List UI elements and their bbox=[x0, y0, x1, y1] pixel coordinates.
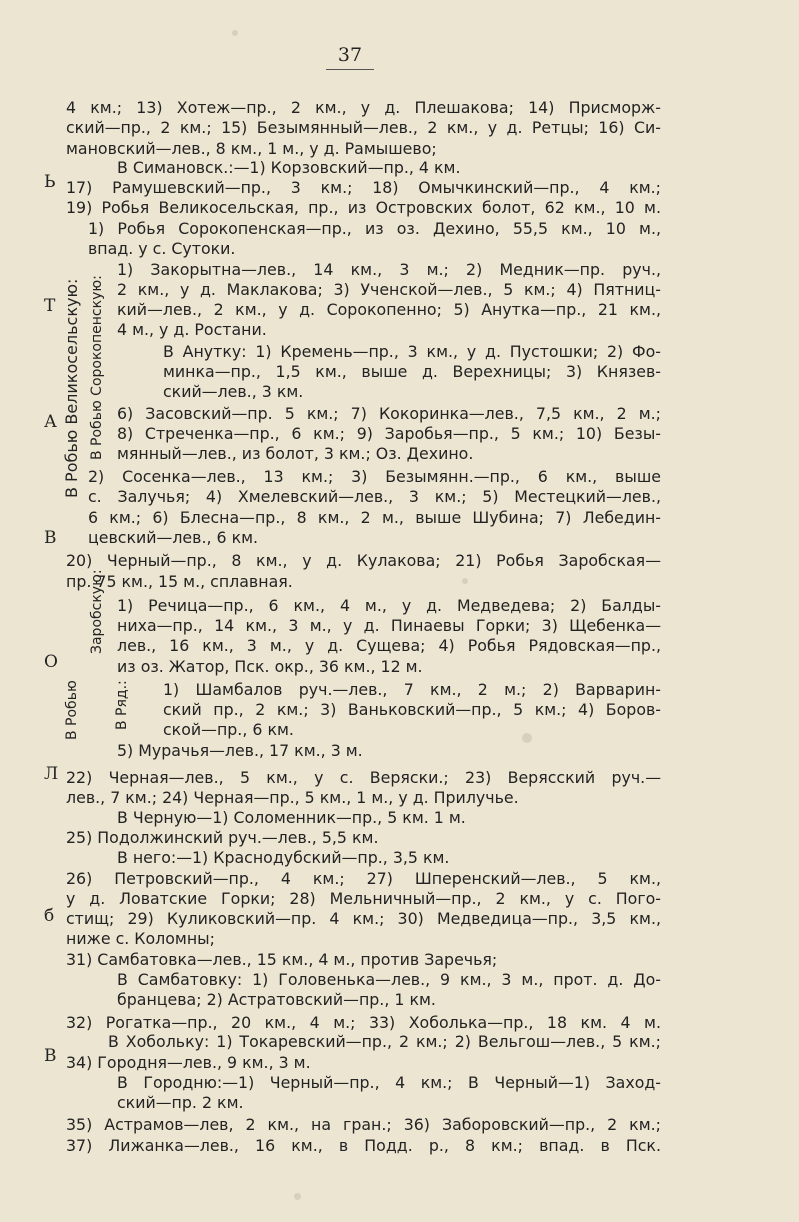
text-line: минка—пр., 1,5 км., выше д. Верехницы; 3) Князев- bbox=[163, 362, 661, 381]
text-line: у д. Ловатские Горки; 28) Мельничный—пр., 2 км., у с. Пого- bbox=[66, 889, 661, 908]
text-line: 32) Рогатка—пр., 20 км., 4 м.; 33) Хоболька—пр., 18 км. 4 м. bbox=[66, 1013, 661, 1032]
text-line: пр. 75 км., 15 м., сплавная. bbox=[66, 572, 293, 591]
text-line: ниже с. Коломны; bbox=[66, 929, 215, 948]
text-line: 37) Лижанка—лев., 16 км., в Подд. р., 8 км.; впад. в Пск. bbox=[66, 1136, 661, 1155]
text-line: 4 км.; 13) Хотеж—пр., 2 км., у д. Плешакова; 14) Присморж- bbox=[66, 98, 661, 117]
paper-spot bbox=[232, 30, 238, 36]
text-line: 4 м., у д. Ростани. bbox=[117, 320, 267, 339]
text-line: 17) Рамушевский—пр., 3 км.; 18) Омычкинский—пр., 4 км.; bbox=[66, 178, 661, 197]
page-number-rule bbox=[326, 69, 374, 70]
text-line: В Симановск.:—1) Корзовский—пр., 4 км. bbox=[117, 158, 461, 177]
text-line: с. Залучья; 4) Хмелевский—лев., 3 км.; 5) Местецкий—лев., bbox=[88, 487, 661, 506]
text-line: стищ; 29) Куликовский—пр. 4 км.; 30) Медведица—пр., 3,5 км., bbox=[66, 909, 661, 928]
text-line: 2 км., у д. Маклакова; 3) Ученской—лев., 5 км.; 4) Пятниц- bbox=[117, 280, 661, 299]
text-line: бранцева; 2) Астратовский—пр., 1 км. bbox=[117, 990, 436, 1009]
text-line: 1) Закорытна—лев., 14 км., 3 м.; 2) Медник—пр. руч., bbox=[117, 260, 661, 279]
text-line: мановский—лев., 8 км., 1 м., у д. Рамышево; bbox=[66, 139, 437, 158]
text-line: кий—лев., 2 км., у д. Сорокопенно; 5) Анутка—пр., 21 км., bbox=[117, 300, 661, 319]
margin-letter: О bbox=[44, 652, 58, 672]
text-line: ский—лев., 3 км. bbox=[163, 382, 304, 401]
text-line: из оз. Жатор, Пск. окр., 36 км., 12 м. bbox=[117, 657, 423, 676]
margin-letter: б bbox=[44, 906, 55, 926]
text-line: ский—пр. 2 км. bbox=[117, 1093, 244, 1112]
margin-letter: Т bbox=[44, 296, 56, 316]
paper-spot bbox=[462, 578, 468, 584]
margin-letter: Л bbox=[44, 764, 59, 784]
text-line: цевский—лев., 6 км. bbox=[88, 528, 259, 547]
text-line: ской—пр., 6 км. bbox=[163, 720, 294, 739]
text-line: 2) Сосенка—лев., 13 км.; 3) Безымянн.—пр., 6 км., выше bbox=[88, 467, 661, 486]
text-line: 6) Засовский—пр. 5 км.; 7) Кокоринка—лев., 7,5 км., 2 м.; bbox=[117, 404, 661, 423]
margin-letter: Ь bbox=[44, 172, 56, 192]
text-line: ский—пр., 2 км.; 15) Безымянный—лев., 2 км., у д. Ретцы; 16) Си- bbox=[66, 118, 661, 137]
text-line: 1) Шамбалов руч.—лев., 7 км., 2 м.; 2) Варварин- bbox=[163, 680, 661, 699]
text-line: В Черную—1) Соломенник—пр., 5 км. 1 м. bbox=[117, 808, 466, 827]
margin-letter: А bbox=[44, 412, 57, 432]
text-line: 19) Робья Великосельская, пр., из Островских болот, 62 км., 10 м. bbox=[66, 198, 661, 217]
vertical-label: В Робью Сорокопенскую: bbox=[89, 275, 105, 460]
text-line: впад. у с. Сутоки. bbox=[88, 239, 236, 258]
page-number: 37 bbox=[337, 44, 363, 66]
text-line: ниха—пр., 14 км., 3 м., у д. Пинаевы Горки; 3) Щебенка— bbox=[117, 616, 661, 635]
text-line: 8) Стреченка—пр., 6 км.; 9) Заробья—пр., 5 км.; 10) Безы- bbox=[117, 424, 661, 443]
text-line: 1) Речица—пр., 6 км., 4 м., у д. Медведева; 2) Балды- bbox=[117, 596, 661, 615]
text-line: 22) Черная—лев., 5 км., у с. Веряски.; 23) Верясский руч.— bbox=[66, 768, 661, 787]
text-line: В Самбатовку: 1) Головенька—лев., 9 км., 3 м., прот. д. До- bbox=[117, 970, 661, 989]
text-line: лев., 7 км.; 24) Черная—пр., 5 км., 1 м., у д. Прилучье. bbox=[66, 788, 519, 807]
text-line: 1) Робья Сорокопенская—пр., из оз. Дехино, 55,5 км., 10 м., bbox=[88, 219, 661, 238]
paper-spot bbox=[294, 1193, 301, 1200]
text-line: мянный—лев., из болот, 3 км.; Оз. Дехино. bbox=[117, 444, 474, 463]
text-line: В Городню:—1) Черный—пр., 4 км.; В Черный—1) Заход- bbox=[117, 1073, 661, 1092]
vertical-label: В Робью Великосельскую: bbox=[62, 278, 81, 498]
text-line: В Анутку: 1) Кремень—пр., 3 км., у д. Пустошки; 2) Фо- bbox=[163, 342, 661, 361]
text-line: 34) Городня—лев., 9 км., 3 м. bbox=[66, 1053, 311, 1072]
text-line: 20) Черный—пр., 8 км., у д. Кулакова; 21) Робья Заробская— bbox=[66, 551, 661, 570]
vertical-label: Заробскую: bbox=[89, 569, 105, 654]
text-line: ский пр., 2 км.; 3) Ваньковский—пр., 5 км.; 4) Боров- bbox=[163, 700, 661, 719]
text-line: В Хобольку: 1) Токаревский—пр., 2 км.; 2) Вельгош—лев., 5 км.; bbox=[108, 1032, 661, 1051]
text-line: 26) Петровский—пр., 4 км.; 27) Шперенский—лев., 5 км., bbox=[66, 869, 661, 888]
text-line: 6 км.; 6) Блесна—пр., 8 км., 2 м., выше Шубина; 7) Лебедин- bbox=[88, 508, 661, 527]
text-line: 31) Самбатовка—лев., 15 км., 4 м., против Заречья; bbox=[66, 950, 498, 969]
margin-letter: В bbox=[44, 1046, 57, 1066]
paper-spot bbox=[522, 733, 532, 743]
vertical-label: В Робью bbox=[64, 680, 80, 740]
text-line: 35) Астрамов—лев, 2 км., на гран.; 36) Заборовский—пр., 2 км.; bbox=[66, 1115, 661, 1134]
vertical-label: В Ряд.: bbox=[114, 680, 130, 730]
text-line: В него:—1) Краснодубский—пр., 3,5 км. bbox=[117, 848, 450, 867]
text-line: 25) Подолжинский руч.—лев., 5,5 км. bbox=[66, 828, 379, 847]
text-line: 5) Мурачья—лев., 17 км., 3 м. bbox=[117, 741, 363, 760]
margin-letter: В bbox=[44, 528, 57, 548]
text-line: лев., 16 км., 3 м., у д. Сущева; 4) Робья Рядовская—пр., bbox=[117, 636, 661, 655]
